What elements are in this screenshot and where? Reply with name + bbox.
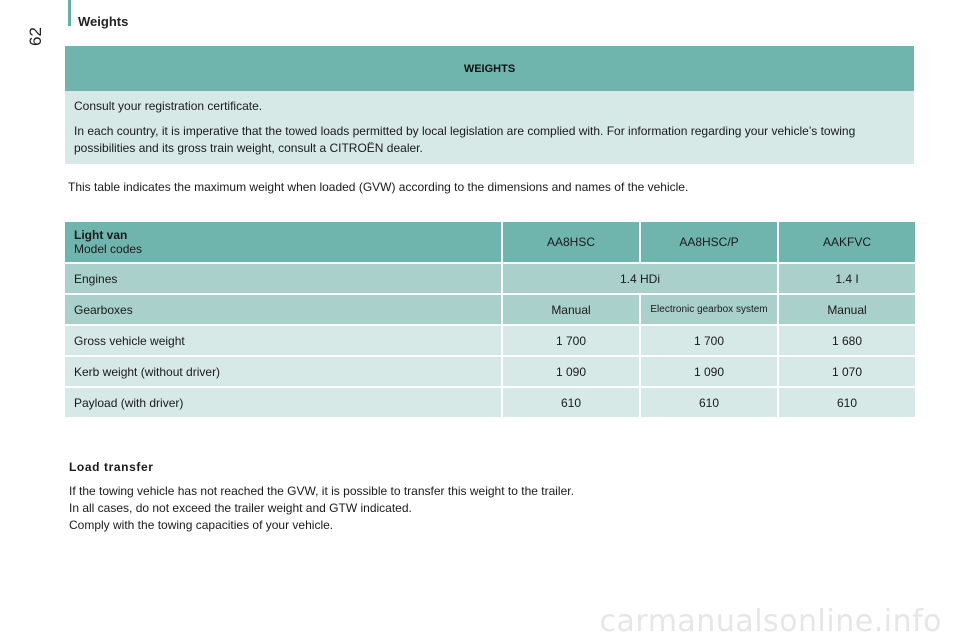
table-row <box>65 357 915 388</box>
load-transfer-line: If the towing vehicle has not reached the GVW, it is possible to transfer this weight to the trailer. <box>69 484 574 498</box>
weight-value: 1 090 <box>641 357 779 388</box>
engine-value: 1.4 HDi <box>503 264 779 295</box>
page-number: 62 <box>26 27 45 46</box>
notice-title: WEIGHTS <box>65 46 914 91</box>
weight-value: 610 <box>641 388 779 419</box>
load-transfer-line: Comply with the towing capacities of your vehicle. <box>69 518 334 532</box>
gearbox-value: Manual <box>779 295 915 326</box>
model-code: AAKFVC <box>779 222 915 264</box>
gearbox-value: Electronic gearbox system <box>641 295 779 326</box>
load-transfer-line: In all cases, do not exceed the trailer weight and GTW indicated. <box>69 501 412 515</box>
weight-value: 610 <box>779 388 915 419</box>
row-label: Engines <box>65 264 503 295</box>
section-marker-bar <box>68 0 71 26</box>
weight-value: 1 700 <box>641 326 779 357</box>
weight-value: 1 070 <box>779 357 915 388</box>
weight-value: 1 700 <box>503 326 641 357</box>
notice-line-registration: Consult your registration certificate. <box>74 99 263 113</box>
gearboxes-row <box>65 295 915 326</box>
weight-value: 610 <box>503 388 641 419</box>
load-transfer-title: Load transfer <box>69 460 154 474</box>
gearbox-value: Manual <box>503 295 641 326</box>
row-label: Kerb weight (without driver) <box>65 357 503 388</box>
row-label: Gross vehicle weight <box>65 326 503 357</box>
model-code: AA8HSC <box>503 222 641 264</box>
table-row <box>65 326 915 357</box>
table-row <box>65 388 915 419</box>
notice-body <box>65 91 914 164</box>
model-code: AA8HSC/P <box>641 222 779 264</box>
intro-text: This table indicates the maximum weight when loaded (GVW) according to the dimensions and names of the vehicle. <box>68 180 689 194</box>
weights-notice-box <box>65 46 914 164</box>
engine-value: 1.4 I <box>779 264 915 295</box>
watermark: carmanualsonline.info <box>599 604 942 639</box>
weight-value: 1 090 <box>503 357 641 388</box>
weight-value: 1 680 <box>779 326 915 357</box>
weights-table <box>65 222 915 419</box>
model-codes-label: Model codes <box>74 242 143 256</box>
row-label: Gearboxes <box>65 295 503 326</box>
table-header-row <box>65 222 915 264</box>
row-label: Payload (with driver) <box>65 388 503 419</box>
vehicle-type: Light van <box>74 228 128 242</box>
load-transfer-body <box>69 483 574 534</box>
engines-row <box>65 264 915 295</box>
model-header-cell <box>65 222 503 264</box>
notice-line-legislation: In each country, it is imperative that the towed loads permitted by local legislation are complied with. For information regarding your vehicle’s towing possibilities and its gross train weight, consult a CITROËN dealer. <box>74 124 856 155</box>
section-title: Weights <box>78 14 129 29</box>
